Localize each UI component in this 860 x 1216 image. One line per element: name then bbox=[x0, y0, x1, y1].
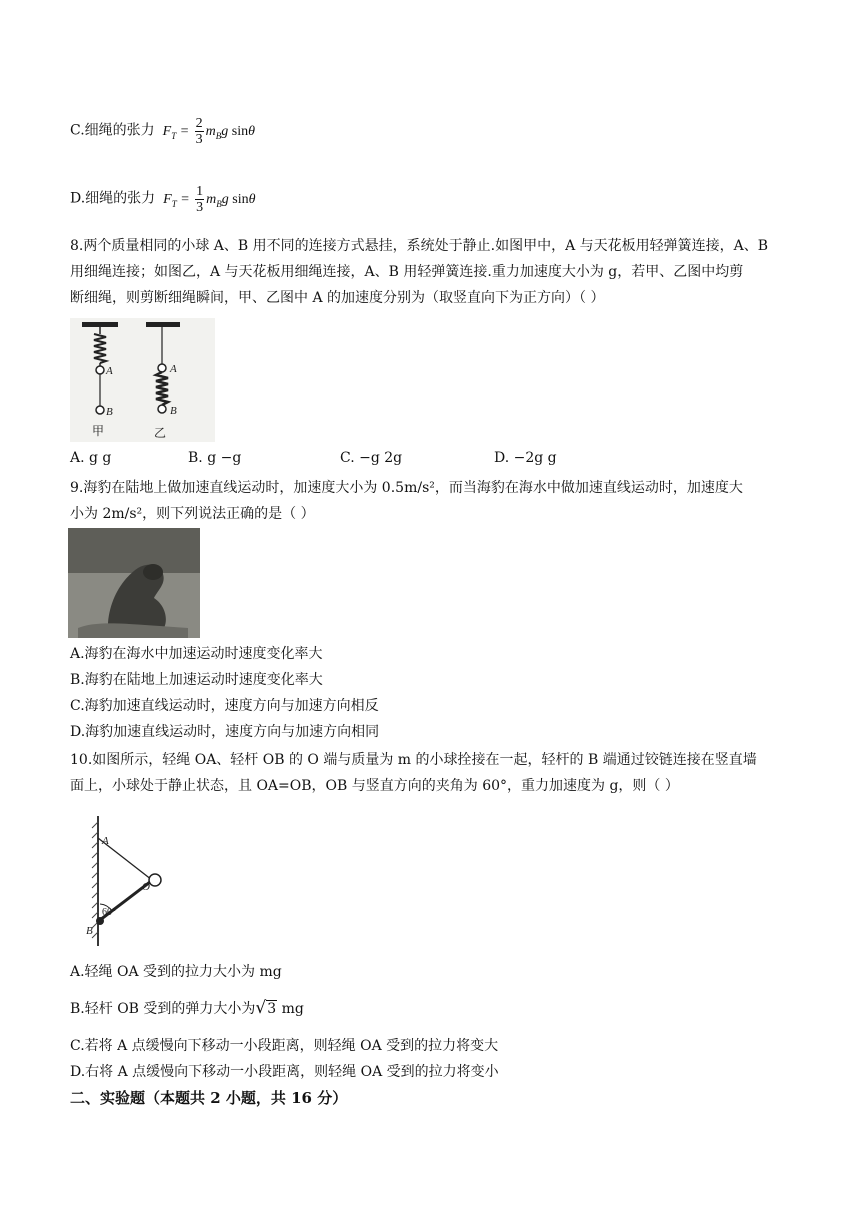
sqrt-sign: √ bbox=[255, 998, 267, 1018]
q7-option-d-prefix: D.细绳的张力 bbox=[70, 190, 156, 207]
q9-option-a: A.海豹在海水中加速运动时速度变化率大 bbox=[70, 646, 323, 662]
label-b-yi: B bbox=[170, 405, 177, 417]
fraction: $\frac{1}{3}$ bbox=[196, 184, 204, 215]
q10-option-b-prefix: B.轻杆 OB 受到的弹力大小为 bbox=[70, 1001, 256, 1017]
q10-stem-line2: 面上，小球处于静止状态，且 OA=OB，OB 与竖直方向的夹角为 60°，重力加速度为 g，则（ ） bbox=[70, 778, 679, 794]
q8-option-c: C. −g 2g bbox=[340, 450, 403, 466]
formula-c: $F_T$ = $\frac{2}{3}$ $m_Bg$ sinθ bbox=[159, 116, 256, 147]
q9-option-d: D.海豹加速直线运动时，速度方向与加速方向相同 bbox=[70, 724, 380, 740]
label-jia: 甲 bbox=[92, 424, 105, 438]
q10-option-b bbox=[70, 998, 304, 1019]
fraction: $\frac{2}{3}$ bbox=[195, 116, 203, 147]
q10-option-c: C.若将 A 点缓慢向下移动一小段距离，则轻绳 OA 受到的拉力将变大 bbox=[70, 1038, 499, 1054]
q10-option-a: A.轻绳 OA 受到的拉力大小为 mg bbox=[70, 964, 282, 980]
label-a-yi: A bbox=[170, 363, 177, 375]
q8-stem-line1: 8.两个质量相同的小球 A、B 用不同的连接方式悬挂，系统处于静止.如图甲中，A 与天花板用轻弹簧连接，A、B bbox=[70, 238, 769, 254]
label-angle: 60° bbox=[102, 907, 116, 918]
q9-stem-line1: 9.海豹在陆地上做加速直线运动时，加速度大小为 0.5m/s²，而当海豹在海水中做加速直线运动时，加速度大 bbox=[70, 480, 743, 496]
rope-rod-figure bbox=[84, 814, 194, 948]
q8-stem-line2: 用细绳连接；如图乙，A 与天花板用细绳连接，A、B 用轻弹簧连接.重力加速度大小为 g，若甲、乙图中均剪 bbox=[70, 264, 744, 280]
q9-option-c: C.海豹加速直线运动时，速度方向与加速方向相反 bbox=[70, 698, 379, 714]
spring-figure bbox=[70, 318, 215, 442]
q8-option-a: A. g g bbox=[70, 450, 112, 466]
q9-stem-line2: 小为 2m/s²，则下列说法正确的是（ ） bbox=[70, 506, 315, 522]
q8-option-b: B. g −g bbox=[188, 450, 242, 466]
label-a: A bbox=[102, 835, 109, 847]
label-a-jia: A bbox=[106, 365, 113, 377]
q7-option-c bbox=[70, 116, 255, 147]
section-heading: 二、实验题（本题共 2 小题，共 16 分） bbox=[70, 1089, 348, 1107]
label-yi: 乙 bbox=[154, 426, 167, 440]
label-b-jia: B bbox=[106, 406, 113, 418]
q9-option-b: B.海豹在陆地上加速运动时速度变化率大 bbox=[70, 672, 323, 688]
q8-option-d: D. −2g g bbox=[494, 450, 557, 466]
q7-option-d bbox=[70, 184, 256, 215]
sqrt-radicand: 3 bbox=[267, 1001, 277, 1017]
formula-d: $F_T$ = $\frac{1}{3}$ $m_Bg$ sinθ bbox=[159, 184, 256, 215]
label-o: O bbox=[142, 881, 150, 893]
label-b: B bbox=[86, 925, 93, 937]
q10-option-b-suffix: mg bbox=[277, 1001, 304, 1017]
q8-stem-line3: 断细绳，则剪断细绳瞬间，甲、乙图中 A 的加速度分别为（取竖直向下为正方向）（ ） bbox=[70, 290, 605, 306]
q10-option-d: D.右将 A 点缓慢向下移动一小段距离，则轻绳 OA 受到的拉力将变小 bbox=[70, 1064, 499, 1080]
q7-option-c-prefix: C.细绳的张力 bbox=[70, 122, 155, 139]
q10-stem-line1: 10.如图所示，轻绳 OA、轻杆 OB 的 O 端与质量为 m 的小球拴接在一起，轻杆的 B 端通过铰链连接在竖直墙 bbox=[70, 752, 757, 768]
seal-photo bbox=[68, 528, 200, 638]
